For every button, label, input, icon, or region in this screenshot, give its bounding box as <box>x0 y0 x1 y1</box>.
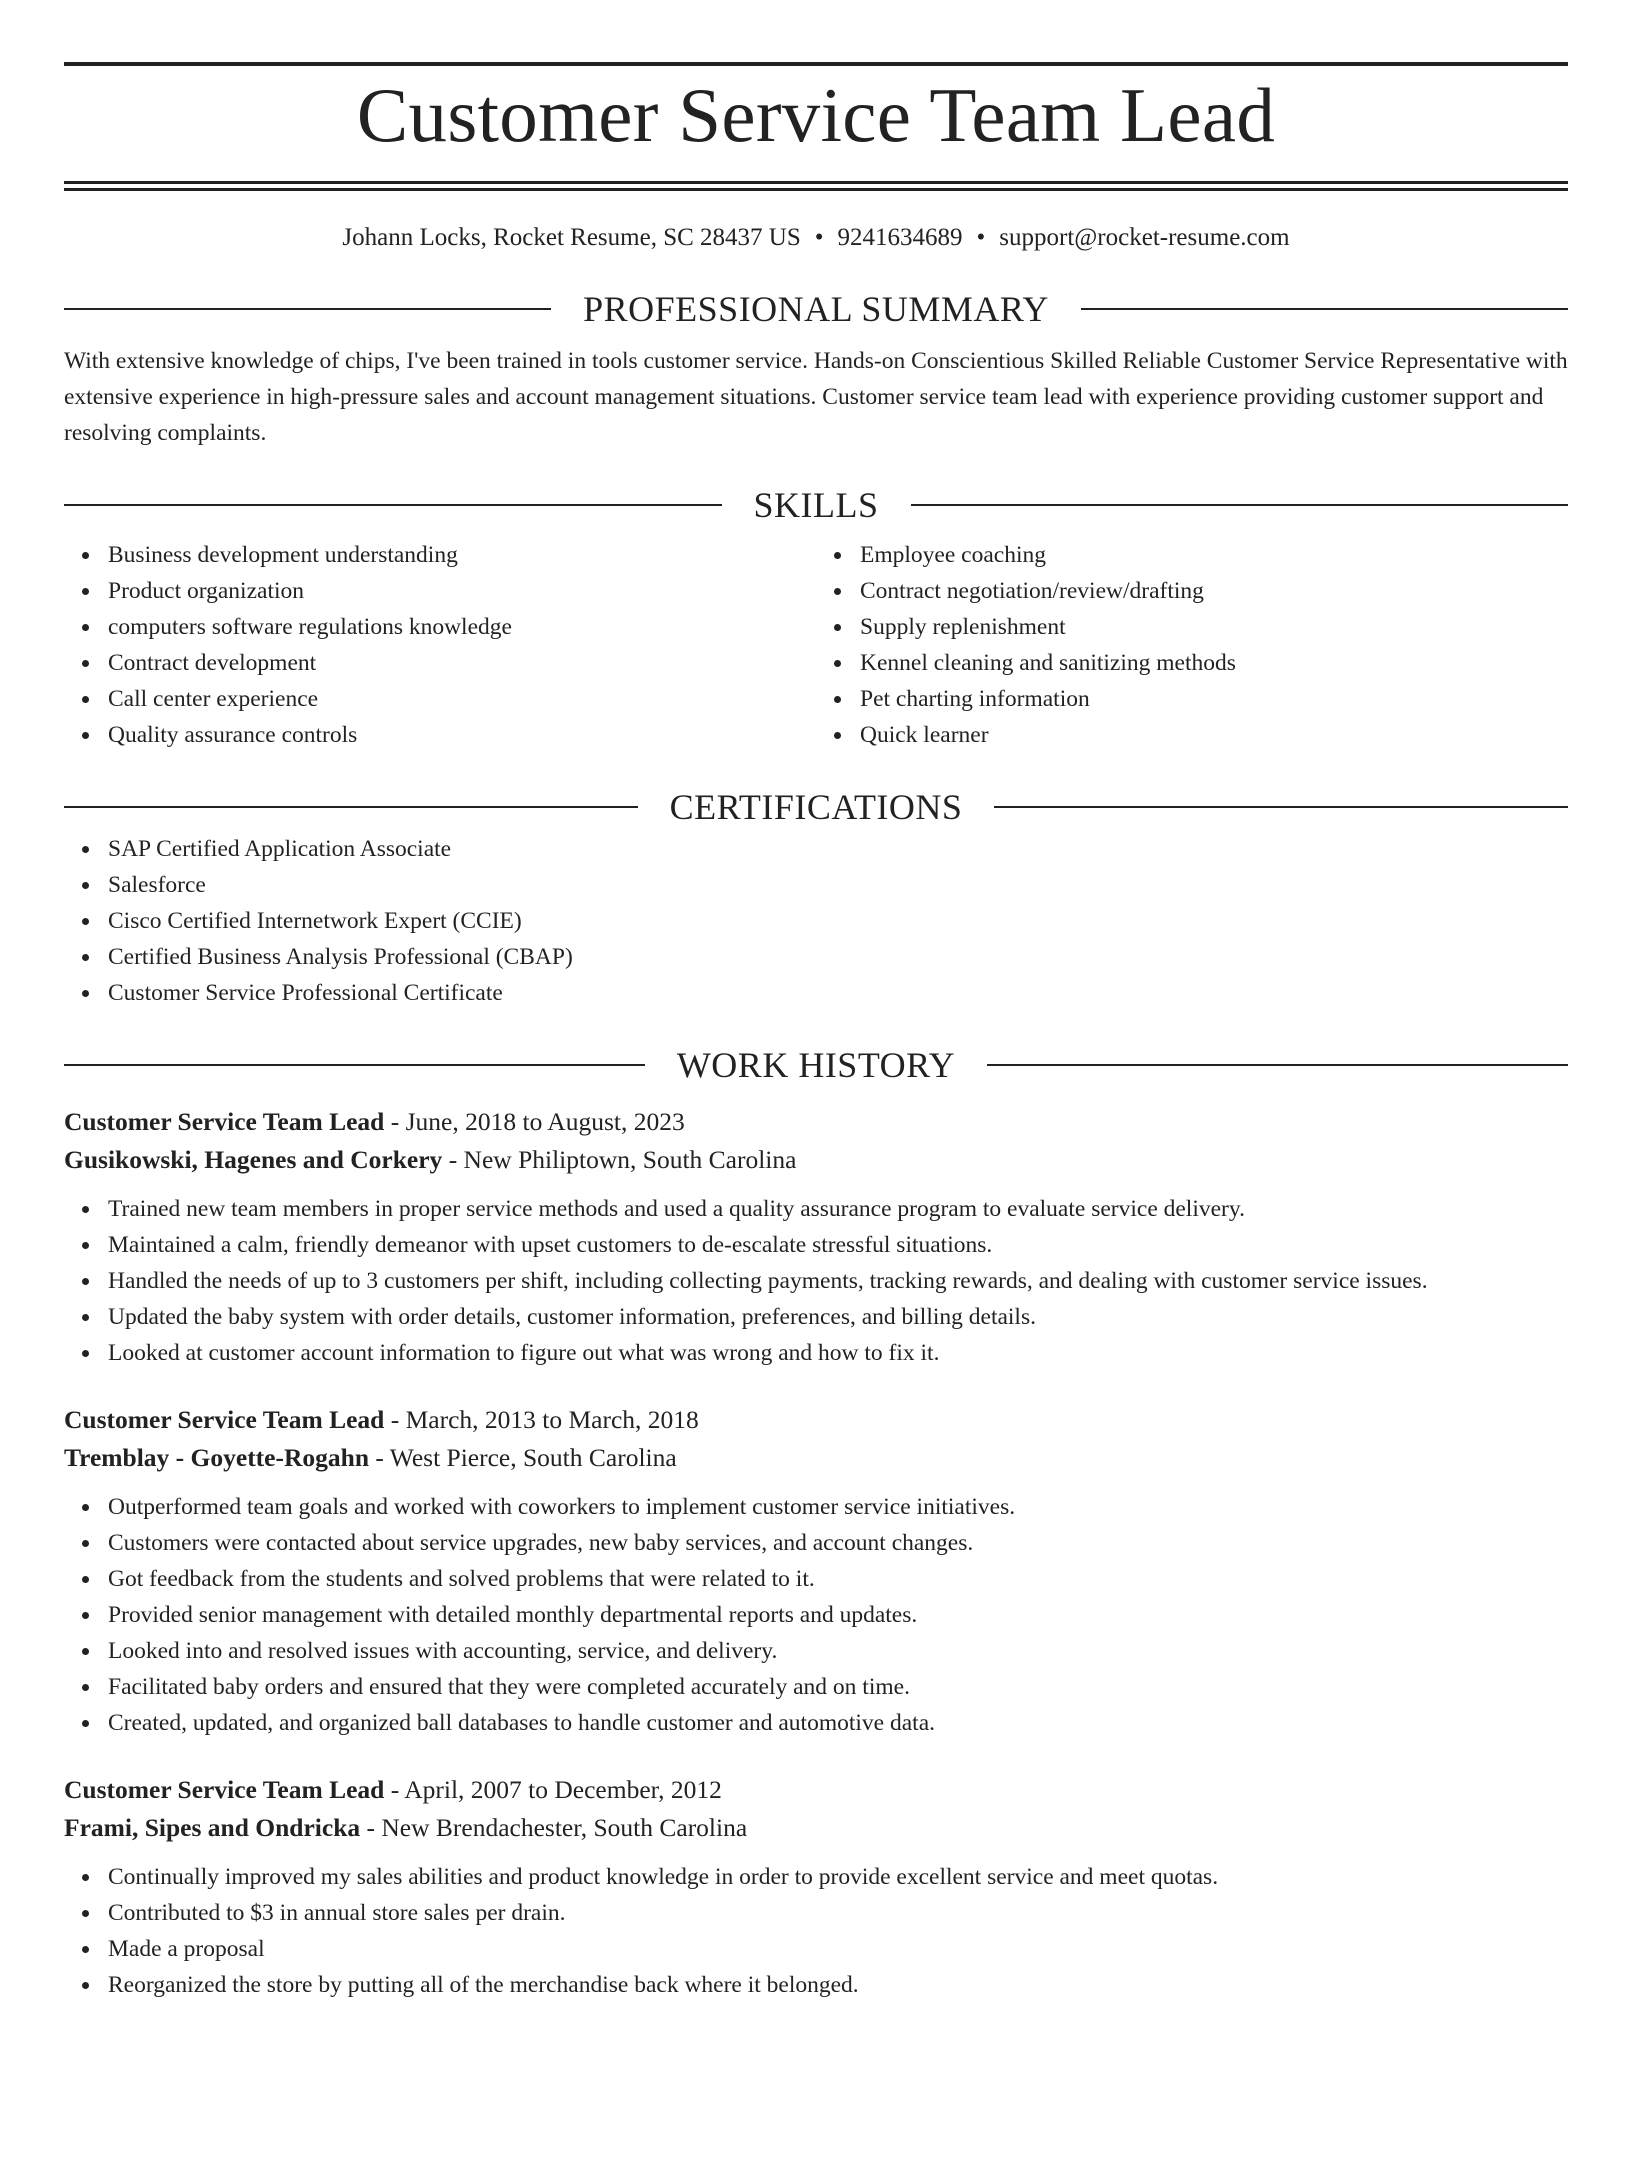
job-dates: - June, 2018 to August, 2023 <box>384 1107 685 1136</box>
skill-item: Product organization <box>108 573 816 609</box>
skill-item: Pet charting information <box>860 681 1568 717</box>
skill-item: Supply replenishment <box>860 609 1568 645</box>
certifications-list <box>64 831 1568 1011</box>
job-entry <box>64 1771 1568 2003</box>
skill-item: Quality assurance controls <box>108 717 816 753</box>
skill-item: Kennel cleaning and sanitizing methods <box>860 645 1568 681</box>
certification-item: Customer Service Professional Certificate <box>108 975 1568 1011</box>
job-duty-item: Facilitated baby orders and ensured that they were completed accurately and on time. <box>108 1669 1568 1705</box>
job-duty-item: Looked at customer account information to figure out what was wrong and how to fix it. <box>108 1335 1568 1371</box>
skill-item: Employee coaching <box>860 537 1568 573</box>
job-duty-item: Updated the baby system with order details, customer information, preferences, and billing details. <box>108 1299 1568 1335</box>
skills-heading <box>64 481 1568 529</box>
job-duties-list <box>64 1191 1568 1371</box>
summary-heading <box>64 285 1568 333</box>
job-company-line <box>64 1809 1568 1847</box>
certifications-heading <box>64 783 1568 831</box>
contact-separator: • <box>814 224 824 251</box>
double-rule-divider <box>64 181 1568 191</box>
job-title: Customer Service Team Lead <box>64 1107 385 1136</box>
job-title-line <box>64 1103 1568 1141</box>
heading-rule-left <box>64 504 722 506</box>
job-duty-item: Outperformed team goals and worked with coworkers to implement customer service initiatives. <box>108 1489 1568 1525</box>
job-location: - West Pierce, South Carolina <box>369 1443 677 1472</box>
certification-item: Certified Business Analysis Professional (CBAP) <box>108 939 1568 975</box>
contact-phone: 9241634689 <box>837 224 963 251</box>
work-history-heading-label: WORK HISTORY <box>676 1045 956 1085</box>
job-title: Customer Service Team Lead <box>64 1405 385 1434</box>
skill-item: computers software regulations knowledge <box>108 609 816 645</box>
job-duty-item: Customers were contacted about service upgrades, new baby services, and account changes. <box>108 1525 1568 1561</box>
resume-title: Customer Service Team Lead <box>356 72 1276 158</box>
heading-rule-left <box>64 806 638 808</box>
contact-line <box>64 221 1568 255</box>
job-dates: - March, 2013 to March, 2018 <box>384 1405 699 1434</box>
skills-list <box>64 537 1568 753</box>
job-duty-item: Contributed to $3 in annual store sales per drain. <box>108 1895 1568 1931</box>
job-duty-item: Maintained a calm, friendly demeanor with upset customers to de-escalate stressful situations. <box>108 1227 1568 1263</box>
job-company: Tremblay - Goyette-Rogahn <box>64 1443 370 1472</box>
contact-separator: • <box>976 224 986 251</box>
work-history-heading <box>64 1041 1568 1089</box>
certifications-heading-label: CERTIFICATIONS <box>669 787 963 827</box>
top-rule-divider <box>64 62 1568 66</box>
job-company: Gusikowski, Hagenes and Corkery <box>64 1145 443 1174</box>
skills-column-right <box>816 537 1568 753</box>
job-duty-item: Continually improved my sales abilities and product knowledge in order to provide excellent service and meet quotas. <box>108 1859 1568 1895</box>
job-title-line <box>64 1401 1568 1439</box>
job-duty-item: Handled the needs of up to 3 customers per shift, including collecting payments, tracking rewards, and dealing with customer service issues. <box>108 1263 1568 1299</box>
heading-rule-right <box>994 806 1568 808</box>
job-dates: - April, 2007 to December, 2012 <box>384 1775 722 1804</box>
heading-rule-right <box>1081 308 1568 310</box>
skill-item: Quick learner <box>860 717 1568 753</box>
job-company-line <box>64 1141 1568 1179</box>
summary-text: With extensive knowledge of chips, I've been trained in tools customer service. Hands-on Conscientious Skilled Reliable Customer Service Representative with extensive experience in high-pressure sales and account management situations. Customer service team lead with experience providing customer support and resolving complaints. <box>64 348 1568 446</box>
job-duty-item: Provided senior management with detailed monthly departmental reports and updates. <box>108 1597 1568 1633</box>
job-duty-item: Made a proposal <box>108 1931 1568 1967</box>
job-duties-list <box>64 1489 1568 1741</box>
resume-page <box>0 62 1632 2174</box>
skills-heading-label: SKILLS <box>753 485 879 525</box>
job-duty-item: Trained new team members in proper service methods and used a quality assurance program to evaluate service delivery. <box>108 1191 1568 1227</box>
job-title-line <box>64 1771 1568 1809</box>
job-company-line <box>64 1439 1568 1477</box>
skill-item: Contract development <box>108 645 816 681</box>
job-location: - New Brendachester, South Carolina <box>360 1813 748 1842</box>
skill-item: Contract negotiation/review/drafting <box>860 573 1568 609</box>
skill-item: Business development understanding <box>108 537 816 573</box>
contact-address: Johann Locks, Rocket Resume, SC 28437 US <box>342 224 801 251</box>
job-company: Frami, Sipes and Ondricka <box>64 1813 361 1842</box>
summary-heading-label: PROFESSIONAL SUMMARY <box>583 289 1049 329</box>
heading-rule-right <box>987 1064 1568 1066</box>
job-entry <box>64 1103 1568 1371</box>
contact-email: support@rocket-resume.com <box>999 224 1290 251</box>
skills-column-left <box>64 537 816 753</box>
job-location: - New Philiptown, South Carolina <box>442 1145 797 1174</box>
certification-item: SAP Certified Application Associate <box>108 831 1568 867</box>
skill-item: Call center experience <box>108 681 816 717</box>
job-duty-item: Reorganized the store by putting all of the merchandise back where it belonged. <box>108 1967 1568 2003</box>
heading-rule-left <box>64 1064 645 1066</box>
heading-rule-right <box>911 504 1569 506</box>
job-duty-item: Created, updated, and organized ball databases to handle customer and automotive data. <box>108 1705 1568 1741</box>
job-title: Customer Service Team Lead <box>64 1775 385 1804</box>
certification-item: Cisco Certified Internetwork Expert (CCIE) <box>108 903 1568 939</box>
job-duties-list <box>64 1859 1568 2003</box>
certification-item: Salesforce <box>108 867 1568 903</box>
job-duty-item: Looked into and resolved issues with accounting, service, and delivery. <box>108 1633 1568 1669</box>
job-duty-item: Got feedback from the students and solved problems that were related to it. <box>108 1561 1568 1597</box>
job-entry <box>64 1401 1568 1741</box>
heading-rule-left <box>64 308 551 310</box>
